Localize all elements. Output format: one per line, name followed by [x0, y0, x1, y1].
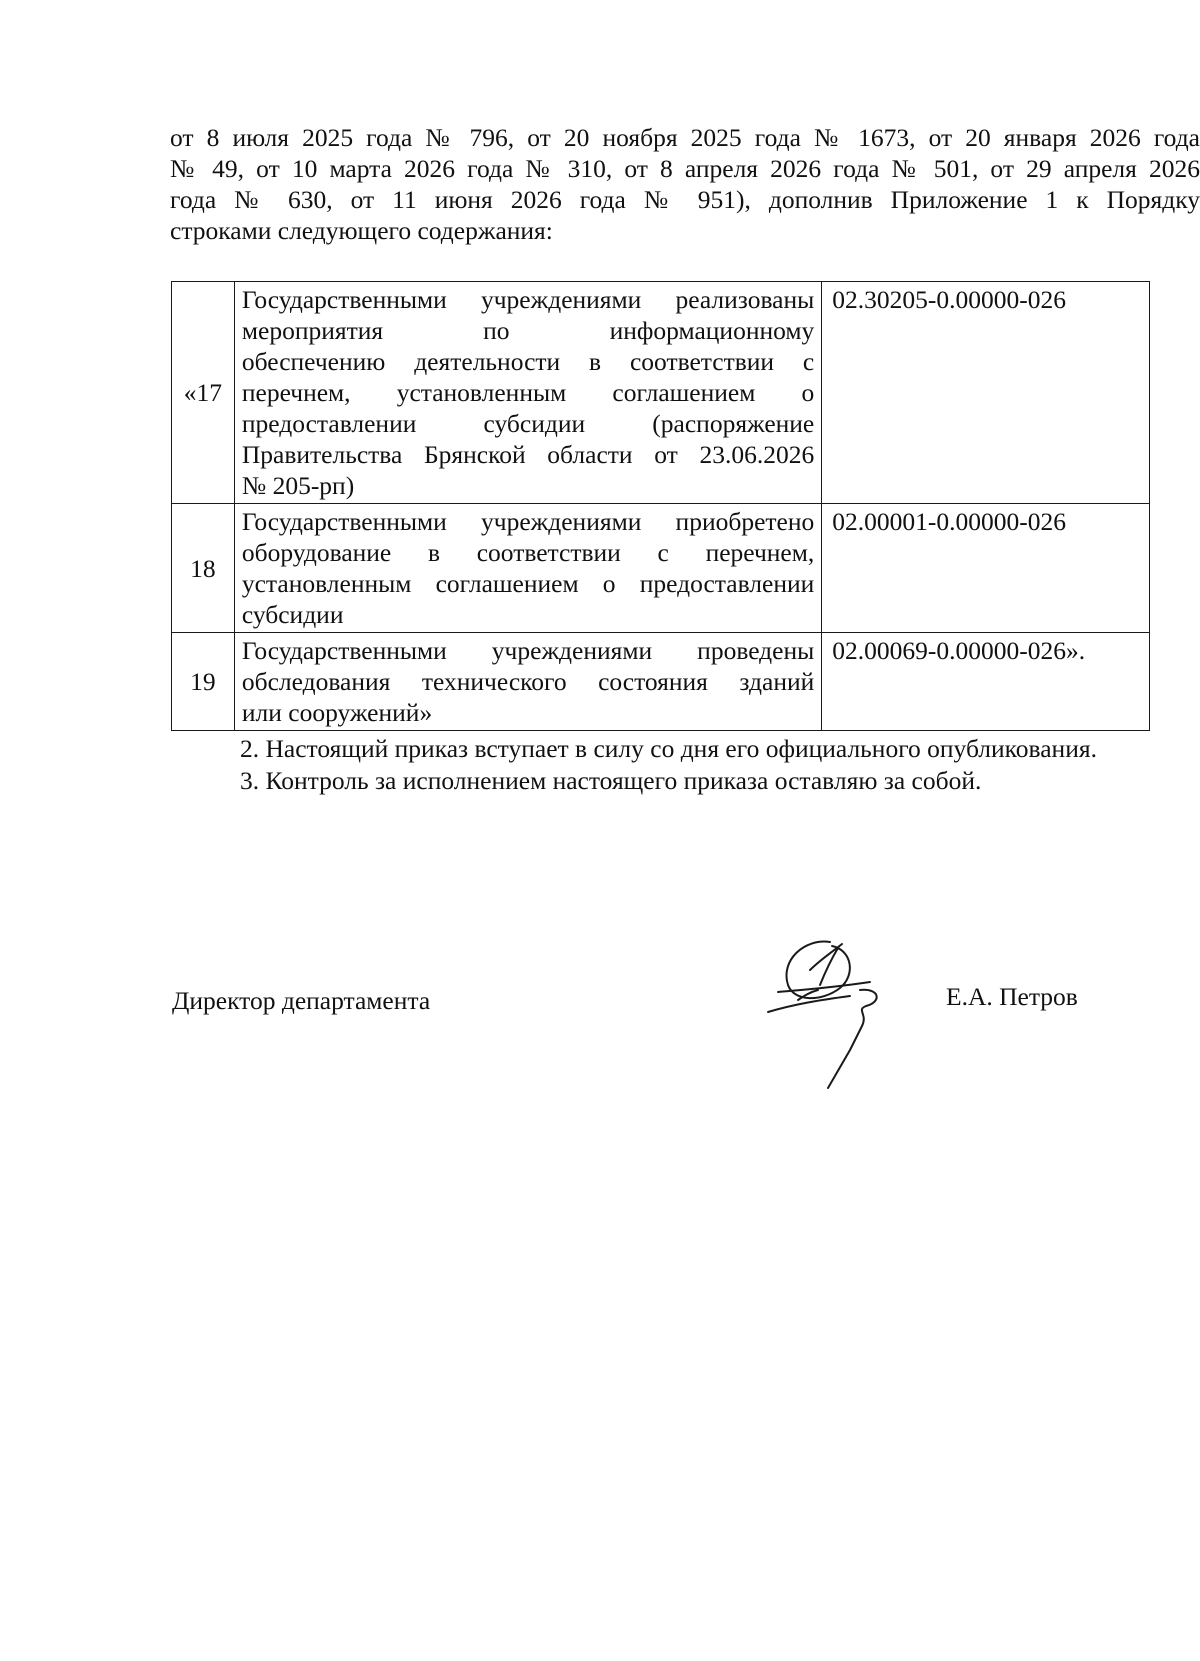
signatory-name: Е.А. Петров: [946, 982, 1078, 1011]
intro-paragraph: [170, 122, 1200, 246]
description-line: предоставлении субсидии (распоряжение: [241, 409, 815, 438]
signatory-title: Директор департамента: [172, 986, 431, 1015]
description-line: Государственными учреждениями проведены: [241, 636, 815, 665]
intro-line: от 8 июля 2025 года № 796, от 20 ноября 2025 года № 1673, от 20 января 2026 года: [170, 123, 1200, 152]
description-line: субсидии: [241, 600, 344, 629]
row-description: [234, 282, 821, 504]
row-number: «17: [172, 282, 235, 504]
row-code: 02.30205-0.00000-026: [822, 282, 1150, 504]
description-line: обеспечению деятельности в соответствии с: [241, 347, 815, 376]
description-line: № 205-рп): [241, 471, 355, 500]
description-line: Правительства Брянской области от 23.06.2026: [241, 440, 815, 469]
description-line: мероприятия по информационному: [241, 316, 815, 345]
row-code: 02.00001-0.00000-026: [822, 504, 1150, 633]
description-line: или сооружений»: [241, 698, 433, 727]
description-line: оборудование в соответствии с перечнем,: [241, 538, 815, 567]
paragraph-control: 3. Контроль за исполнением настоящего приказа оставляю за собой.: [240, 766, 982, 795]
description-line: Государственными учреждениями приобретено: [241, 507, 815, 536]
table-row: [172, 633, 1150, 731]
description-line: перечнем, установленным соглашением о: [241, 378, 815, 407]
handwritten-signature: [760, 930, 910, 1100]
description-line: обследования технического состояния зданий: [241, 667, 815, 696]
table-row: [172, 504, 1150, 633]
row-number: 18: [172, 504, 235, 633]
row-code: 02.00069-0.00000-026».: [822, 633, 1150, 731]
table-row: [172, 282, 1150, 504]
paragraph-effective-date: 2. Настоящий приказ вступает в силу со дня его официального опубликования.: [240, 734, 1097, 763]
row-number: 19: [172, 633, 235, 731]
description-line: Государственными учреждениями реализованы: [241, 285, 815, 314]
intro-line: № 49, от 10 марта 2026 года № 310, от 8 апреля 2026 года № 501, от 29 апреля 2026: [170, 154, 1200, 183]
intro-line: строками следующего содержания:: [170, 216, 553, 245]
row-description: [234, 504, 821, 633]
description-line: установленным соглашением о предоставлении: [241, 569, 815, 598]
amendment-table: [171, 281, 1150, 731]
row-description: [234, 633, 821, 731]
intro-line: года № 630, от 11 июня 2026 года № 951), дополнив Приложение 1 к Порядку: [170, 185, 1200, 214]
